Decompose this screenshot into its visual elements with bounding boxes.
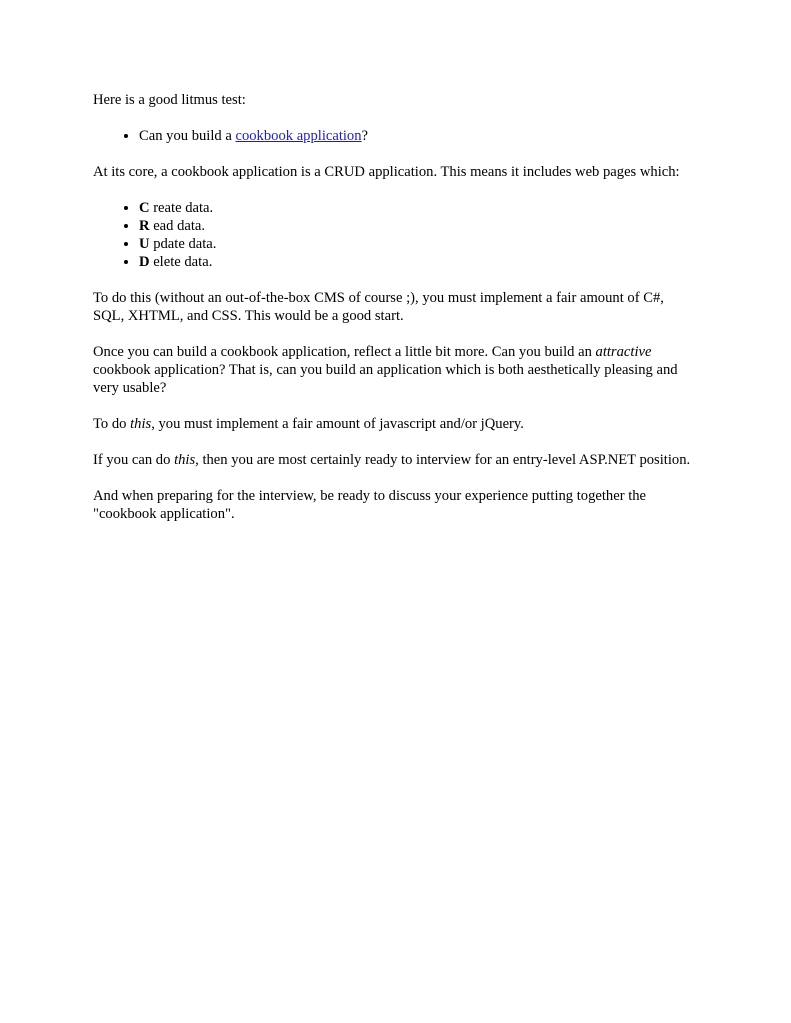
crud-item-create <box>139 199 693 217</box>
cookbook-application-link[interactable]: cookbook application <box>235 128 362 144</box>
document-body <box>93 91 693 541</box>
crud-item-update <box>139 235 693 253</box>
javascript-paragraph <box>93 415 693 433</box>
crud-text: pdate data. <box>149 236 217 252</box>
crud-text: ead data. <box>149 218 206 234</box>
attractive-text-after: cookbook application? That is, can you build an application which is both aesthetically pleasing and very usable? <box>93 362 678 396</box>
ready-paragraph <box>93 451 693 469</box>
crud-letter: R <box>139 218 150 234</box>
interview-paragraph: And when preparing for the interview, be ready to discuss your experience putting together the "cookbook application". <box>93 488 647 522</box>
crud-letter: C <box>139 200 150 216</box>
crud-letter: D <box>139 254 150 270</box>
crud-intro-paragraph: At its core, a cookbook application is a CRUD application. This means it includes web pages which: <box>93 164 680 180</box>
js-text-before: To do <box>93 416 131 432</box>
attractive-emphasis: attractive <box>595 344 652 360</box>
js-emphasis: this <box>130 416 152 432</box>
crud-item-read <box>139 217 693 235</box>
ready-emphasis: this <box>174 452 196 468</box>
attractive-text-before: Once you can build a cookbook application, reflect a little bit more. Can you build an <box>93 344 596 360</box>
question-suffix: ? <box>361 128 369 144</box>
attractive-paragraph <box>93 343 693 397</box>
question-list <box>93 127 693 145</box>
crud-list <box>93 199 693 271</box>
crud-item-delete <box>139 253 693 271</box>
crud-text: reate data. <box>149 200 214 216</box>
intro-paragraph: Here is a good litmus test: <box>93 92 246 108</box>
question-item <box>139 127 693 145</box>
ready-text-before: If you can do <box>93 452 175 468</box>
question-prefix: Can you build a <box>139 128 236 144</box>
cms-paragraph: To do this (without an out-of-the-box CMS of course ;), you must implement a fair amount of C#, SQL, XHTML, and CSS. This would be a good start. <box>93 290 664 324</box>
crud-text: elete data. <box>149 254 213 270</box>
ready-text-after: , then you are most certainly ready to interview for an entry-level ASP.NET position. <box>195 452 691 468</box>
js-text-after: , you must implement a fair amount of javascript and/or jQuery. <box>151 416 524 432</box>
crud-letter: U <box>139 236 150 252</box>
